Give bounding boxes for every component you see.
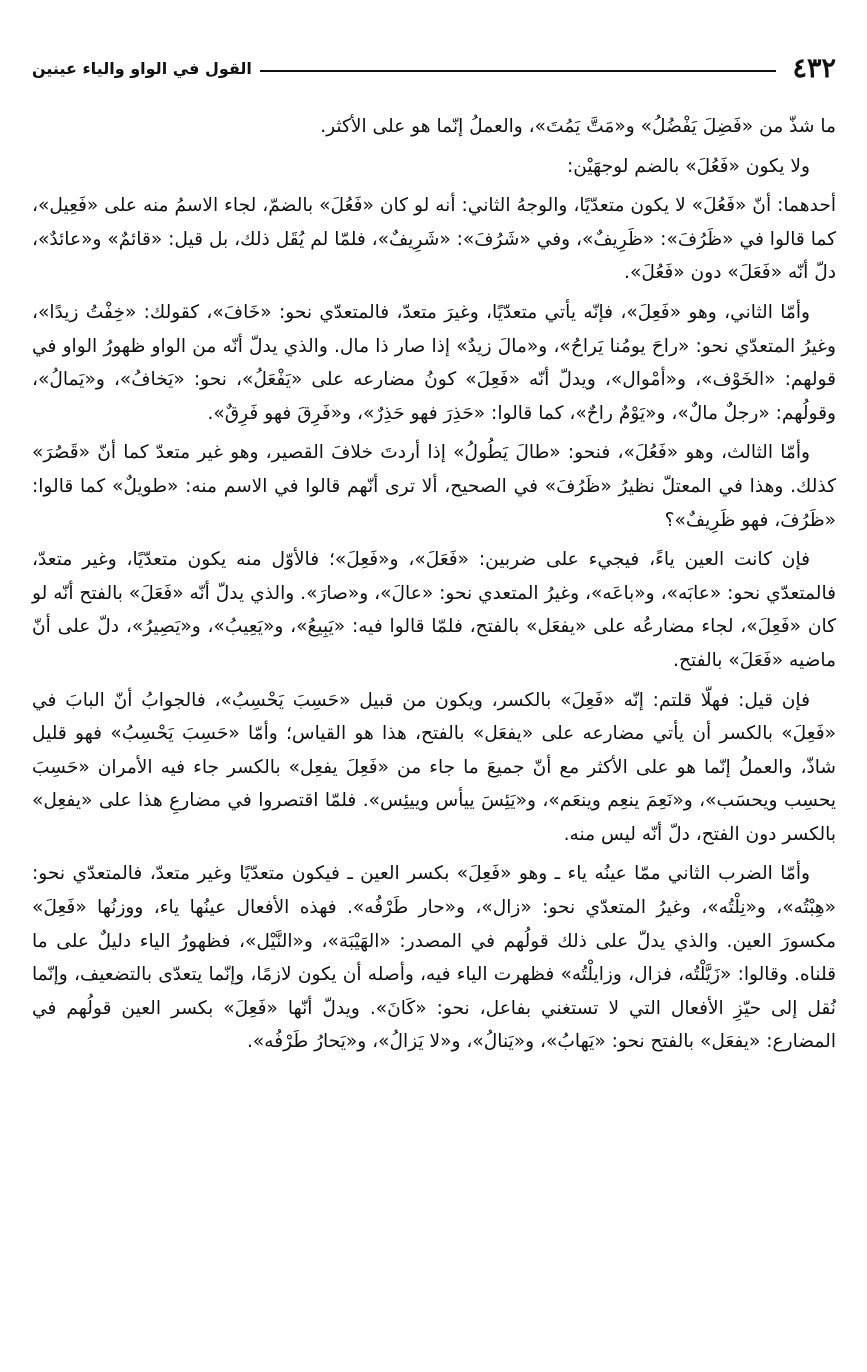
paragraph: فإن كانت العين ياءً، فيجيء على ضربين: «فَعَلَ»، و«فَعِلَ»؛ فالأوّل منه يكون متعدّيًا، وغير متعدّ، فالمتعدّي نحو: «عابَه»، و«باعَه»، وغيرُ المتعدي نحو: «عالَ»، و«صارَ». والذي يدلّ أنّه «فَعَلَ» بالفتح أنّه لو كان «فَعِلَ»، لجاء مضارعُه على «يفعَل» بالفتح، فلمّا قالوا فيه: «يَبِيعُ»، و«يَعِيبُ»، و«يَصِيرُ»، دلّ على أنّ ماضيه «فَعَلَ» بالفتح. (32, 549, 836, 671)
paragraph: وأمّا الثاني، وهو «فَعِلَ»، فإنّه يأتي متعدّيًا، وغيرَ متعدّ، فالمتعدّي نحو: «خَافَ»، كقولك: «خِفْتُ زيدًا»، وغيرُ المتعدّي نحو: «راحَ يومُنا يَراحُ»، و«مالَ زيدٌ» إذا صار ذا مال. والذي يدلّ أنّه من الواو ظهورُ الواو في قولهم: «الخَوْف»، و«أمْوال»، ويدلّ أنّه «فَعِلَ» كونُ مضارعه على «يَفْعَلُ»، نحو: «يَخافُ»، و«يَمالُ»، وقولُهم: «رجلٌ مالٌ»، و«يَوْمٌ راحٌ»، كما قالوا: «حَذِرَ فهو حَذِرٌ»، و«فَرِقَ فهو فَرِقٌ». (32, 301, 836, 424)
paragraph: ولا يكون «فَعُلَ» بالضم لوجهَيْن: (567, 155, 810, 177)
paragraph: ما شذّ من «فَضِلَ يَفْضُلُ» و«مَتَّ يَمُتَ»، والعملُ إنّما هو على الأكثر. (320, 116, 836, 137)
paragraph: وأمّا الضرب الثاني ممّا عينُه ياء ـ وهو «فَعِلَ» بكسر العين ـ فيكون متعدّيًا وغير متعدّ، فالمتعدّي نحو: «هِبْتُه»، و«نِلْتُه»، وغيرُ المتعدّي نحو: «زال»، و«حار طَرْفُه». فهذه الأفعال عينُها ياء، ووزنُها «فَعِلَ» مكسورَ العين. والذي يدلّ على ذلك قولُهم في المصدر: «الهَيْبَة»، و«النَّيْل»، فظهورُ الياء دليلٌ على ما قلناه. وقالوا: «زَيَّلْتُه، فزال، وزايلْتُه» فظهرت الياء فيه، وأصله أن يكون لازمًا، وإنّما يتعدّى بالتضعيف، وإنّما نُقل إلى حيّزِ الأفعال التي لا تستغني بفاعل، نحو: «كَانَ». ويدلّ أنّها «فَعِلَ» بكسر العين قولُهم في المضارع: «يفعَل» بالفتح نحو: «يَهابُ»، و«يَنالُ»، و«لا يَزالُ»، و«يَحارُ طَرْفُه». (32, 863, 836, 1053)
page-number: ٤٣٢ (792, 52, 836, 84)
book-page (32, 44, 836, 1344)
header-rule (260, 70, 777, 72)
running-title: القول في الواو والياء عينين (32, 58, 252, 78)
paragraph: وأمّا الثالث، وهو «فَعُلَ»، فنحو: «طالَ يَطُولُ» إذا أردتَ خلافَ القصير، وهو غير متعدّ كما أنّ «قَصُرَ» كذلك. وهذا في المعتلّ نظيرُ «ظَرُفَ» في الصحيح، ألا ترى أنّهم قالوا في الاسم منه: «طويلٌ» كما قالوا: «ظَرُفَ، فهو ظَرِيفٌ»؟ (32, 442, 836, 531)
body-text (32, 110, 836, 1065)
paragraph: فإن قيل: فهلّا قلتم: إنّه «فَعِلَ» بالكسر، ويكون من قبيل «حَسِبَ يَحْسِبُ»، فالجوابُ أنّ البابَ في «فَعِلَ» بالكسر أن يأتي مضارعه على «يفعَل» بالفتح، هذا هو القياس؛ وأمّا «حَسِبَ يَحْسِبُ» فهو قليل شاذّ، والعملُ إنّما هو على الأكثر مع أنّ جميعَ ما جاء من «فَعِلَ يفعِل» بالكسر جاء فيه الأمران «حَسِبَ يحسِب ويحسَب»، و«نَعِمَ ينعِم وينعَم»، و«يَئِسَ ييأس وييئِس». فلمّا اقتصروا في مضارعِ هذا على «يفعِل» بالكسر دون الفتح، دلّ أنّه ليس منه. (32, 689, 836, 845)
page-header (32, 44, 836, 92)
paragraph: أحدهما: أنّ «فَعُلَ» لا يكون متعدّيًا، والوجهُ الثاني: أنه لو كان «فَعُلَ» بالضمّ، لجاء الاسمُ منه على «فَعِيل»، كما قالوا في «ظَرُفَ»: «ظَرِيفٌ»، وفي «شَرُفَ»: «شَرِيفٌ»، فلمّا لم يُقَل ذلك، بل قيل: «قائمٌ» و«عائدٌ»، دلّ أنّه «فَعَلَ» دون «فَعُلَ». (32, 195, 836, 284)
